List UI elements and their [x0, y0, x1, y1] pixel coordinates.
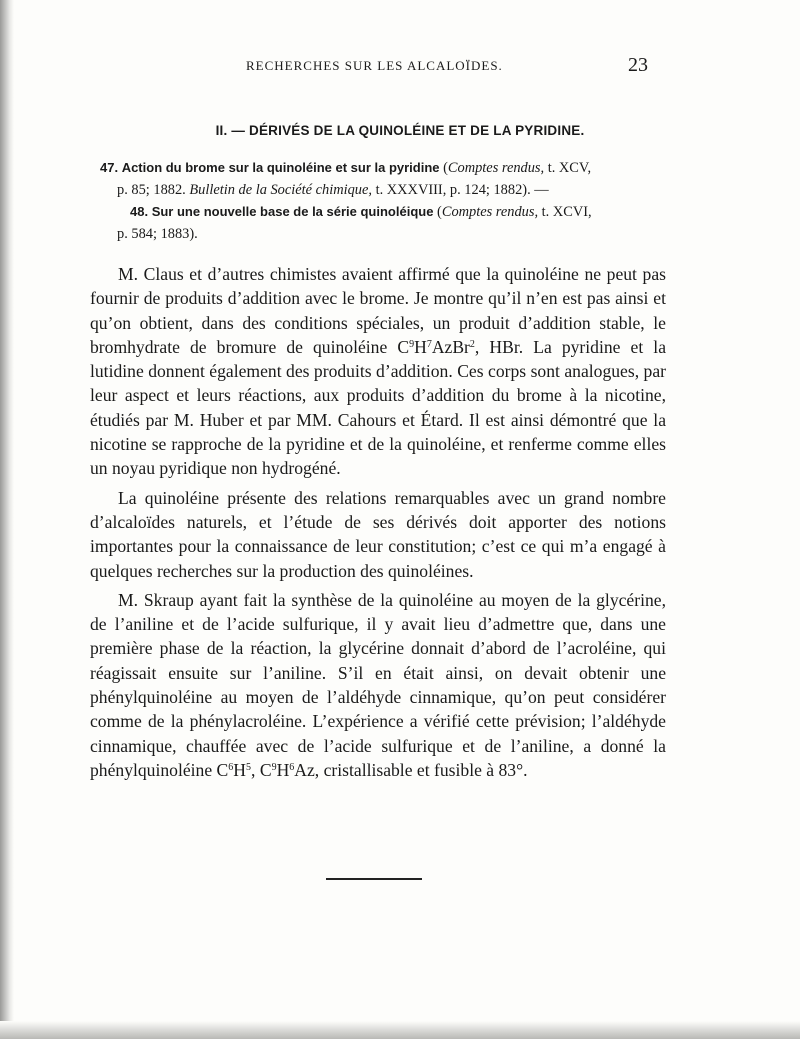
body-text [90, 262, 666, 782]
paragraph-2: La quinoléine présente des relations remarquables avec un grand nombre d’alcaloïdes naturels, et l’étude de ses dérivés doit apporter des notions importantes pour la connaissance de leur constitution; c’est ce qui m’a engagé à quelques recherches sur la production des quinoléines. [90, 487, 666, 581]
text-run: Az, cristallisable et fusible à 83°. [294, 759, 528, 780]
reference-title: Sur une nouvelle base de la série quinoléique [151, 204, 434, 219]
reference-volume: t. XCVI, [538, 204, 592, 220]
text-run: H [276, 759, 290, 780]
reference-47-continued [100, 179, 668, 201]
superscript: 5 [246, 761, 252, 773]
reference-48-continued: p. 584; 1883). [117, 226, 198, 242]
reference-journal: Comptes rendus, [441, 204, 539, 220]
reference-48 [100, 201, 668, 223]
reference-volume: t. XCV, [544, 160, 592, 176]
text-run: H [233, 759, 247, 780]
section-title: II. — DÉRIVÉS DE LA QUINOLÉINE ET DE LA PYRIDINE. [215, 123, 585, 138]
superscript: 7 [426, 338, 432, 350]
page-bottom-shadow [0, 1021, 800, 1039]
reference-volume: t. XXXVIII, p. 124; 1882). — [371, 182, 549, 198]
reference-pages: p. 85; 1882. [117, 182, 190, 198]
section-end-rule [326, 878, 422, 880]
text-run: , C [251, 759, 272, 780]
text-run: M. Claus et d’autres chimistes avaient affirmé que la quinoléine ne peut pas fournir de produits d’addition avec le brome. Je montre qu’il n’en est pas ainsi et qu’on obtient, dans des conditions spéciales, un produit d’addition stable, le bromhydrate de bromure de quinoléine C [90, 264, 666, 357]
reference-journal: Bulletin de la Société chimique, [189, 182, 372, 198]
text-run: AzBr [431, 336, 470, 357]
page-edge-shadow [0, 0, 14, 1039]
paragraph-1 [90, 262, 666, 481]
running-title: RECHERCHES SUR LES ALCALOÏDES. [246, 58, 503, 73]
text-run: M. Skraup ayant fait la synthèse de la quinoléine au moyen de la glycérine, de l’aniline et de l’acide sulfurique, il y avait lieu d’admettre que, dans une première phase de la réaction, la glycérine donnait d’abord de l’acroléine, qui réagissait ensuite sur l’aniline. S’il en était ainsi, on devait obtenir une phénylquinoléine au moyen de l’aldéhyde cinnamique, qu’on peut considérer comme de la phénylacroléine. L’expérience a vérifié cette prévision; l’aldéhyde cinnamique, chauffée avec de l’acide sulfurique et de l’aniline, a donné la phénylquinoléine C [90, 589, 666, 780]
reference-title: Action du brome sur la quinoléine et sur la pyridine [121, 160, 440, 175]
page-number: 23 [628, 54, 648, 76]
reference-number: 48. [130, 204, 149, 219]
superscript: 6 [289, 761, 295, 773]
superscript: 2 [469, 338, 475, 350]
superscript: 9 [271, 761, 277, 773]
reference-47 [100, 157, 668, 179]
reference-source: ( [443, 160, 448, 176]
reference-source: ( [437, 204, 442, 220]
running-header [0, 54, 800, 82]
superscript: 9 [409, 338, 415, 350]
references-block [100, 157, 668, 245]
superscript: 6 [228, 761, 234, 773]
reference-number: 47. [100, 160, 119, 175]
reference-journal: Comptes rendus, [447, 160, 545, 176]
text-run: H [414, 336, 427, 357]
text-run: , HBr. La pyridine et la lutidine donnent également des produits d’addition. Ces corps sont analogues, par leur aspect et leurs réactions, aux produits d’addition du brome à la nicotine, étudiés par M. Huber et par MM. Cahours et Étard. Il est ainsi démontré que la nicotine se rapproche de la pyridine et de la quinoléine, et renferme comme elles un noyau pyridique non hydrogéné. [90, 336, 667, 479]
paragraph-3 [90, 588, 666, 782]
